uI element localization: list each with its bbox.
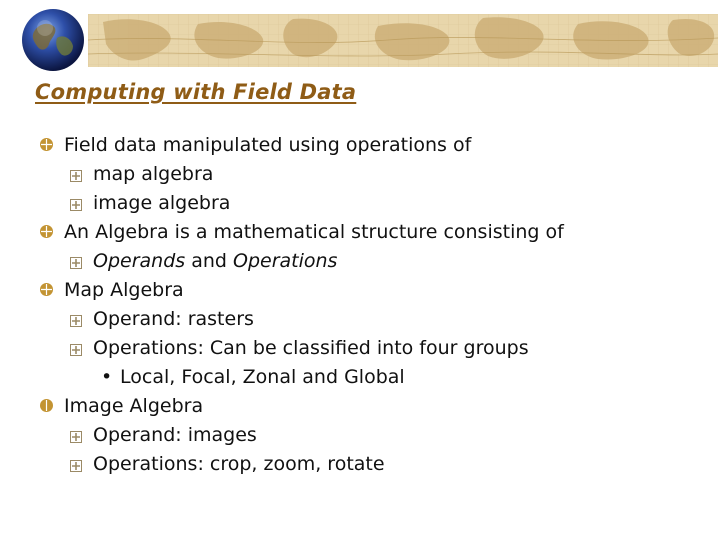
header-banner xyxy=(88,14,718,67)
sub-bullet-icon xyxy=(70,315,82,327)
list-item: An Algebra is a mathematical structure consisting of xyxy=(64,221,564,243)
list-item: Local, Focal, Zonal and Global xyxy=(120,366,405,388)
sub-bullet-icon xyxy=(70,344,82,356)
globe-icon xyxy=(21,8,85,72)
list-item: Image Algebra xyxy=(64,395,204,417)
list-item: map algebra xyxy=(93,163,214,185)
bullet-icon xyxy=(39,398,54,413)
bullet-icon xyxy=(39,137,54,152)
operations-text: Operations xyxy=(233,250,338,272)
dot-bullet-icon: • xyxy=(101,366,113,388)
sub-bullet-icon xyxy=(70,199,82,211)
list-item: Operand: rasters xyxy=(93,308,254,330)
sub-bullet-icon xyxy=(70,460,82,472)
list-item: Map Algebra xyxy=(64,279,184,301)
bullet-icon xyxy=(39,282,54,297)
slide-title: Computing with Field Data xyxy=(35,80,357,104)
operands-text: Operands xyxy=(93,250,186,272)
list-item: Operations: Can be classified into four groups xyxy=(93,337,529,359)
sub-bullet-icon xyxy=(70,257,82,269)
bullet-icon xyxy=(39,224,54,239)
sub-bullet-icon xyxy=(70,170,82,182)
list-item: Operand: images xyxy=(93,424,257,446)
list-item: Operations: crop, zoom, rotate xyxy=(93,453,385,475)
list-item xyxy=(93,249,337,273)
list-item: Field data manipulated using operations of xyxy=(64,134,472,156)
sub-bullet-icon xyxy=(70,431,82,443)
list-item: image algebra xyxy=(93,192,231,214)
and-text: and xyxy=(185,250,233,272)
